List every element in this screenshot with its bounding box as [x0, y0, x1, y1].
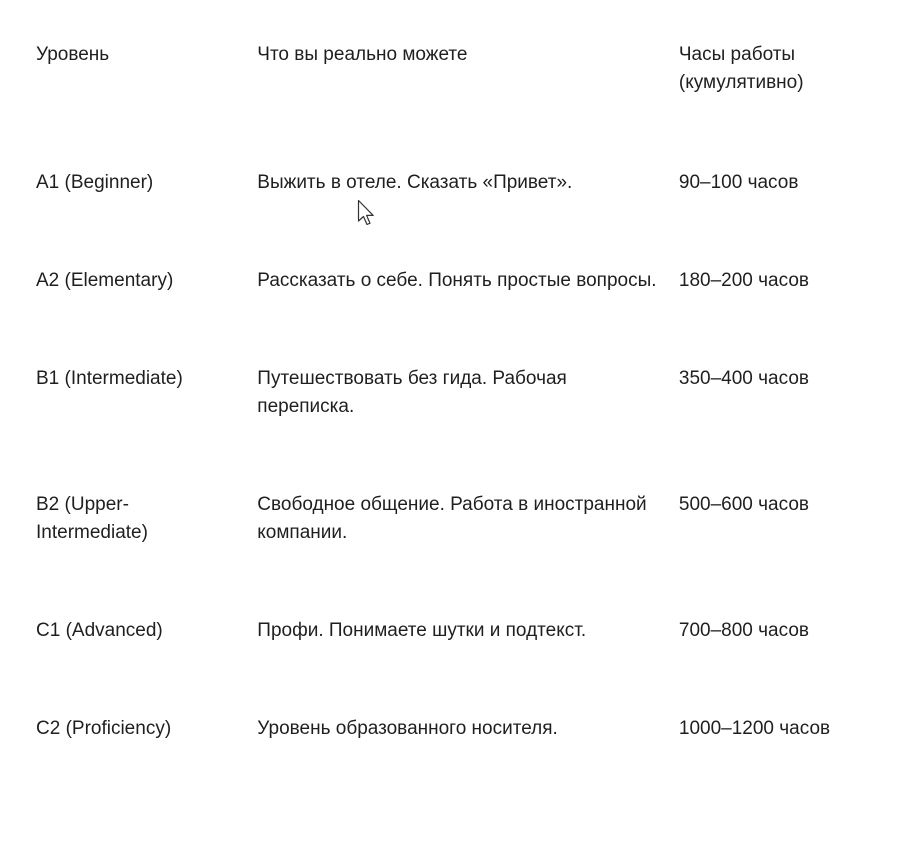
table-row	[26, 141, 886, 239]
hours-cell: 700–800 часов	[678, 620, 809, 641]
level-cell: A2 (Elementary)	[36, 270, 174, 291]
table-header	[26, 41, 886, 141]
hours-cell: 1000–1200 часов	[678, 718, 831, 739]
description-cell: Свободное общение. Работа в иностранной компании.	[257, 494, 647, 543]
table-body	[26, 141, 886, 785]
description-cell: Путешествовать без гида. Рабочая переписка.	[257, 368, 567, 417]
table-row	[26, 687, 886, 785]
level-cell: C2 (Proficiency)	[36, 718, 172, 739]
level-cell: B1 (Intermediate)	[36, 368, 183, 389]
header-level: Уровень	[36, 44, 110, 65]
hours-cell: 180–200 часов	[678, 270, 809, 291]
mouse-cursor-icon	[357, 199, 377, 229]
table-row	[26, 337, 886, 463]
description-cell: Уровень образованного носителя.	[257, 718, 558, 739]
header-hours-line1: Часы работы	[678, 44, 796, 65]
table-row	[26, 239, 886, 337]
level-cell: A1 (Beginner)	[36, 172, 154, 193]
header-row	[26, 41, 886, 141]
description-cell: Рассказать о себе. Понять простые вопросы.	[257, 270, 657, 291]
description-cell: Профи. Понимаете шутки и подтекст.	[257, 620, 587, 641]
table-row	[26, 463, 886, 589]
hours-cell: 90–100 часов	[678, 172, 799, 193]
language-levels-table	[26, 41, 886, 785]
description-cell: Выжить в отеле. Сказать «Привет».	[257, 172, 573, 193]
hours-cell: 500–600 часов	[678, 494, 809, 515]
table-row	[26, 589, 886, 687]
header-hours-line2: (кумулятивно)	[678, 72, 804, 93]
level-cell: B2 (Upper-Intermediate)	[36, 494, 148, 543]
header-hours	[669, 41, 886, 141]
level-cell: C1 (Advanced)	[36, 620, 163, 641]
header-description: Что вы реально можете	[257, 44, 468, 65]
hours-cell: 350–400 часов	[678, 368, 809, 389]
